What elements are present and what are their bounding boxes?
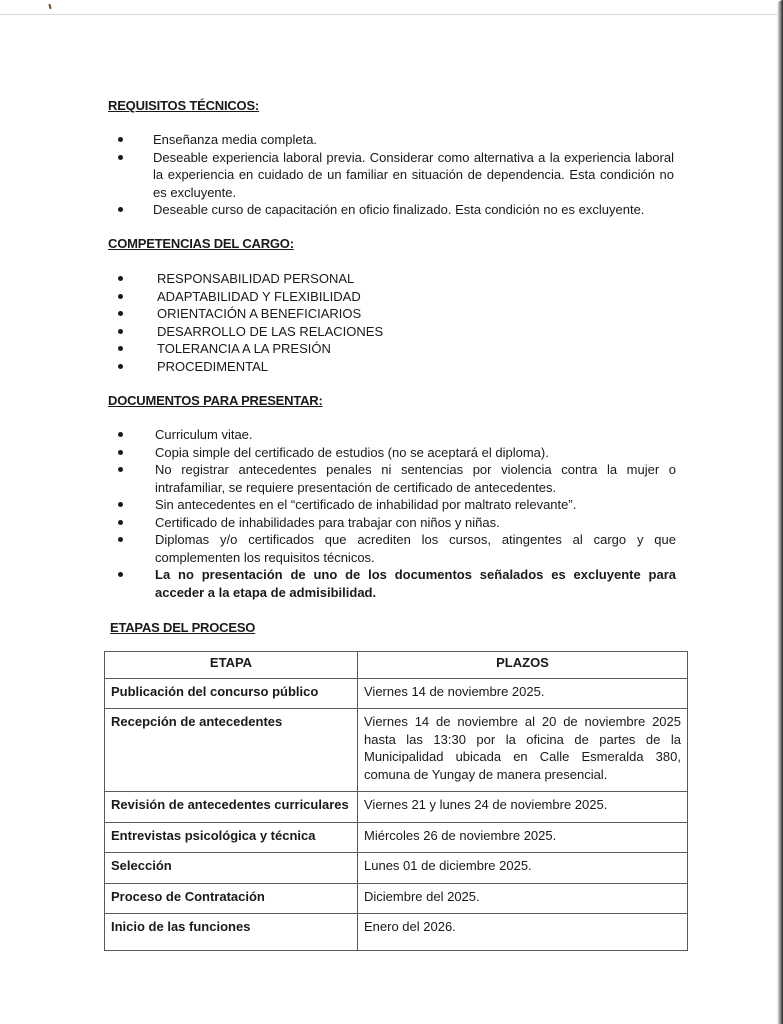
requisitos-heading: REQUISITOS TÉCNICOS: (108, 98, 260, 113)
list-item: Enseñanza media completa. (118, 131, 674, 149)
scan-speck (48, 4, 51, 9)
etapa-cell: Revisión de antecedentes curriculares (105, 792, 358, 823)
list-item: Deseable experiencia laboral previa. Considerar como alternativa a la experiencia laboral la experiencia en cuidado de un familiar en situación de dependencia. Esta condición no es excluyente. (118, 149, 674, 202)
scan-right-edge (777, 0, 783, 1024)
list-item: RESPONSABILIDAD PERSONAL (118, 270, 538, 288)
etapa-cell: Selección (105, 853, 358, 884)
plazo-cell: Viernes 14 de noviembre al 20 de noviembre 2025 hasta las 13:30 por la oficina de partes de la Municipalidad ubicada en Calle Esmeralda 380, comuna de Yungay de manera presencial. (358, 709, 688, 792)
etapa-cell: Proceso de Contratación (105, 883, 358, 914)
list-item: La no presentación de uno de los documentos señalados es excluyente para acceder a la etapa de admisibilidad. (118, 566, 676, 601)
bullet-icon (118, 340, 124, 346)
table-row (105, 822, 688, 853)
bullet-icon (118, 426, 124, 432)
list-item: PROCEDIMENTAL (118, 358, 538, 376)
etapa-cell: Entrevistas psicológica y técnica (105, 822, 358, 853)
etapa-cell: Recepción de antecedentes (105, 709, 358, 792)
bullet-icon (118, 496, 124, 502)
scan-edge-line (0, 14, 777, 15)
list-item: TOLERANCIA A LA PRESIÓN (118, 340, 538, 358)
table-row (105, 678, 688, 709)
etapa-cell: Publicación del concurso público (105, 678, 358, 709)
list-item: Diplomas y/o certificados que acrediten los cursos, atingentes al cargo y que complementen los requisitos técnicos. (118, 531, 676, 566)
plazo-cell: Viernes 21 y lunes 24 de noviembre 2025. (358, 792, 688, 823)
table-header-row (105, 652, 688, 679)
list-item: Copia simple del certificado de estudios (no se aceptará el diploma). (118, 444, 676, 462)
list-item: Certificado de inhabilidades para trabajar con niños y niñas. (118, 514, 676, 532)
table-row (105, 883, 688, 914)
plazo-cell: Enero del 2026. (358, 914, 688, 951)
requisitos-list (118, 131, 674, 219)
documentos-heading: DOCUMENTOS PARA PRESENTAR: (108, 393, 323, 408)
competencias-heading: COMPETENCIAS DEL CARGO: (108, 236, 294, 251)
bullet-icon (118, 566, 124, 572)
table-row (105, 914, 688, 951)
plazo-cell: Viernes 14 de noviembre 2025. (358, 678, 688, 709)
bullet-icon (118, 149, 124, 155)
list-item: Deseable curso de capacitación en oficio finalizado. Esta condición no es excluyente. (118, 201, 674, 219)
bullet-icon (118, 358, 124, 364)
bullet-icon (118, 461, 124, 467)
documentos-list (118, 426, 676, 601)
bullet-icon (118, 531, 124, 537)
etapas-table (104, 651, 688, 951)
list-item: DESARROLLO DE LAS RELACIONES (118, 323, 538, 341)
column-header-etapa: ETAPA (105, 652, 358, 679)
table-row (105, 709, 688, 792)
bullet-icon (118, 323, 124, 329)
plazo-cell: Diciembre del 2025. (358, 883, 688, 914)
bullet-icon (118, 444, 124, 450)
competencias-list (118, 270, 538, 375)
bullet-icon (118, 201, 124, 207)
bullet-icon (118, 305, 124, 311)
list-item: ORIENTACIÓN A BENEFICIARIOS (118, 305, 538, 323)
etapas-heading: ETAPAS DEL PROCESO (110, 620, 256, 635)
table-row (105, 792, 688, 823)
list-item: No registrar antecedentes penales ni sentencias por violencia contra la mujer o intrafamiliar, se requiere presentación de certificado de antecedentes. (118, 461, 676, 496)
bullet-icon (118, 131, 124, 137)
bullet-icon (118, 288, 124, 294)
list-item: ADAPTABILIDAD Y FLEXIBILIDAD (118, 288, 538, 306)
list-item: Curriculum vitae. (118, 426, 676, 444)
plazo-cell: Miércoles 26 de noviembre 2025. (358, 822, 688, 853)
table-row (105, 853, 688, 884)
plazo-cell: Lunes 01 de diciembre 2025. (358, 853, 688, 884)
list-item: Sin antecedentes en el “certificado de inhabilidad por maltrato relevante”. (118, 496, 676, 514)
bullet-icon (118, 270, 124, 276)
bullet-icon (118, 514, 124, 520)
column-header-plazos: PLAZOS (358, 652, 688, 679)
etapa-cell: Inicio de las funciones (105, 914, 358, 951)
